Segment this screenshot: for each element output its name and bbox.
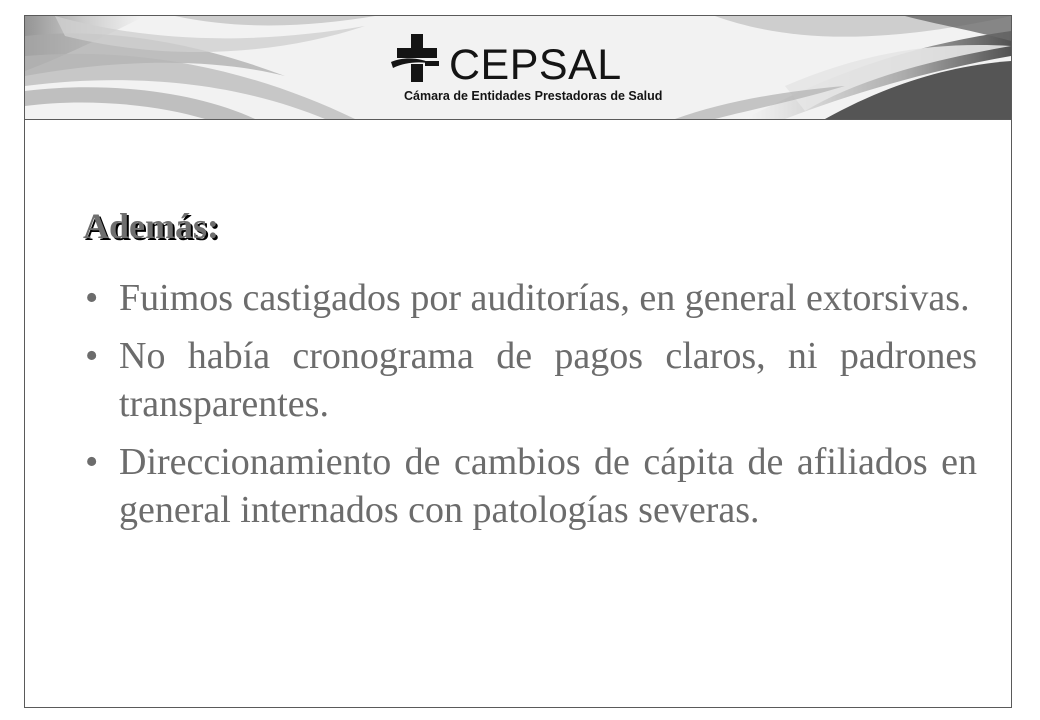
bullet-item	[83, 274, 977, 322]
bullet-marker: •	[85, 441, 99, 483]
bullet-text: Fuimos castigados por auditorías, en general extorsivas.	[119, 277, 970, 319]
bullet-item	[83, 438, 977, 534]
logo-subtitle: Cámara de Entidades Prestadoras de Salud	[404, 89, 663, 103]
bullet-text: No había cronograma de pagos claros, ni padrones transparentes.	[119, 335, 977, 425]
bullet-item	[83, 332, 977, 428]
bullet-list	[83, 274, 977, 544]
bullet-marker: •	[85, 335, 99, 377]
slide-header-banner	[25, 16, 1011, 120]
bullet-marker: •	[85, 277, 99, 319]
cepsal-logo	[387, 34, 677, 106]
bullet-text: Direccionamiento de cambios de cápita de afiliados en general internados con patologías severas.	[119, 441, 977, 531]
slide	[24, 15, 1012, 708]
slide-heading: Además:	[83, 206, 219, 246]
medical-cross-icon	[387, 34, 447, 84]
logo-name: CEPSAL	[449, 41, 622, 89]
